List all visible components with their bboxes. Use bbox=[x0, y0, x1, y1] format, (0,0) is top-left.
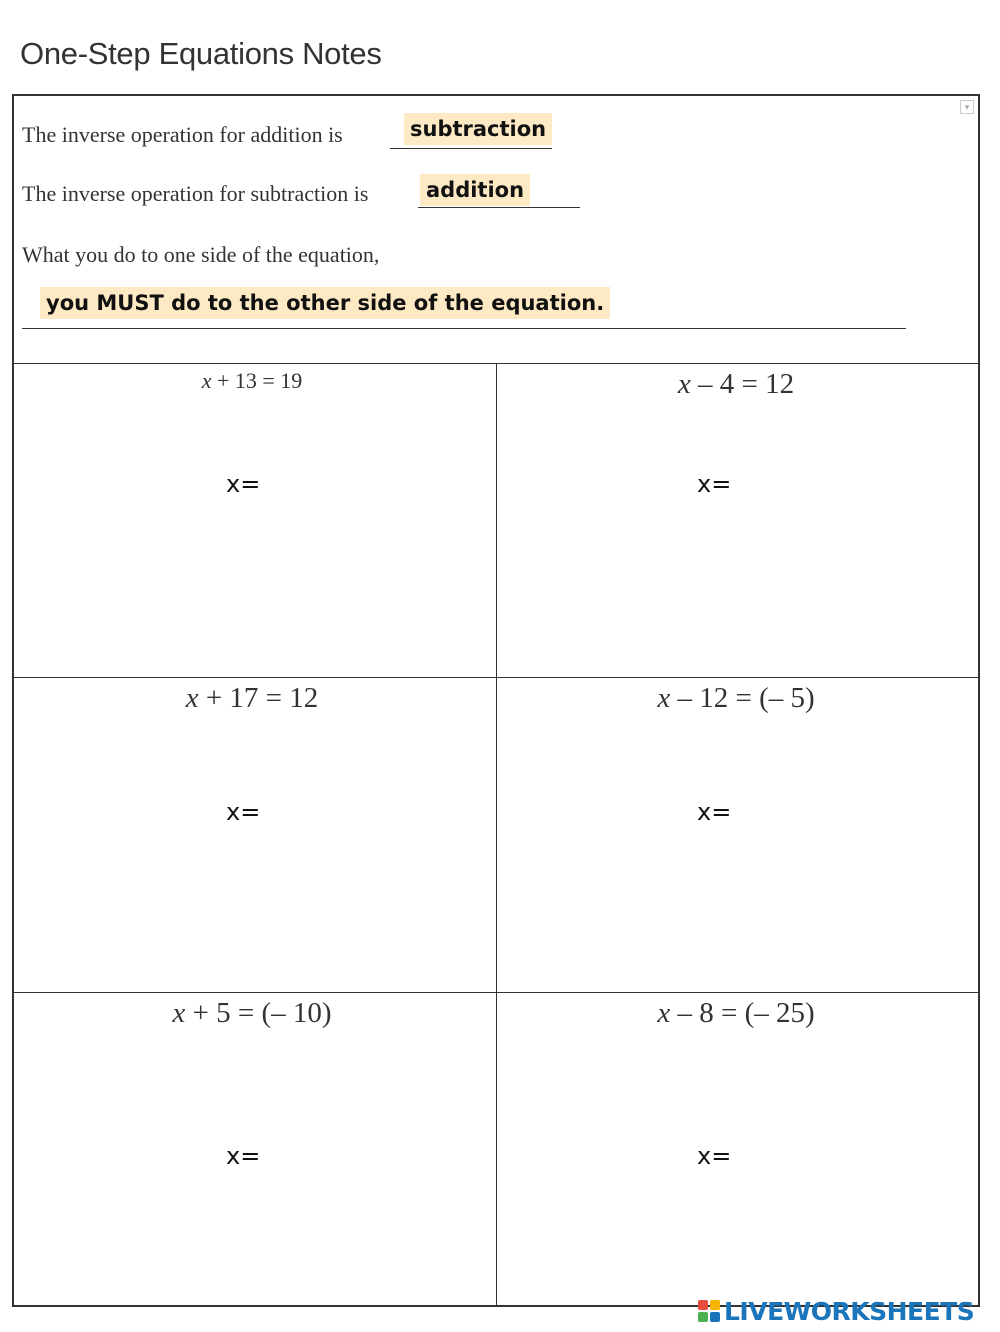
note-subtraction-text: The inverse operation for subtraction is bbox=[22, 181, 369, 206]
answer-2-field[interactable]: x= bbox=[697, 470, 732, 498]
answer-4-field[interactable]: x= bbox=[697, 798, 732, 826]
answer-subtraction-field[interactable]: addition bbox=[420, 174, 530, 206]
brand-text: LIVEWORKSHEETS bbox=[724, 1296, 975, 1326]
liveworksheets-watermark bbox=[698, 1294, 974, 1328]
equation-5: x + 5 = (– 10) bbox=[172, 997, 332, 1029]
answer-3-field[interactable]: x= bbox=[226, 798, 261, 826]
equation-4: x – 12 = (– 5) bbox=[657, 682, 815, 714]
equation-6: x – 8 = (– 25) bbox=[657, 997, 815, 1029]
answer-1-field[interactable]: x= bbox=[226, 470, 261, 498]
note-addition-blank bbox=[390, 148, 552, 149]
corner-dropdown-icon: ▾ bbox=[960, 100, 974, 114]
answer-6-field[interactable]: x= bbox=[697, 1142, 732, 1170]
equation-3: x + 17 = 12 bbox=[185, 682, 319, 714]
note-rule-blank bbox=[22, 328, 906, 329]
answer-5-field[interactable]: x= bbox=[226, 1142, 261, 1170]
page-title: One-Step Equations Notes bbox=[20, 36, 382, 71]
note-subtraction-blank bbox=[418, 207, 580, 208]
note-rule-text: What you do to one side of the equation, bbox=[22, 242, 380, 267]
answer-addition-field[interactable]: subtraction bbox=[404, 113, 552, 145]
liveworksheets-logo-icon bbox=[698, 1300, 720, 1322]
equation-2: x – 4 = 12 bbox=[677, 368, 795, 400]
equation-1: x + 13 = 19 bbox=[201, 368, 303, 393]
note-addition-text: The inverse operation for addition is bbox=[22, 122, 343, 147]
grid-divider bbox=[496, 364, 497, 1307]
answer-rule-field[interactable]: you MUST do to the other side of the equation. bbox=[40, 287, 610, 319]
